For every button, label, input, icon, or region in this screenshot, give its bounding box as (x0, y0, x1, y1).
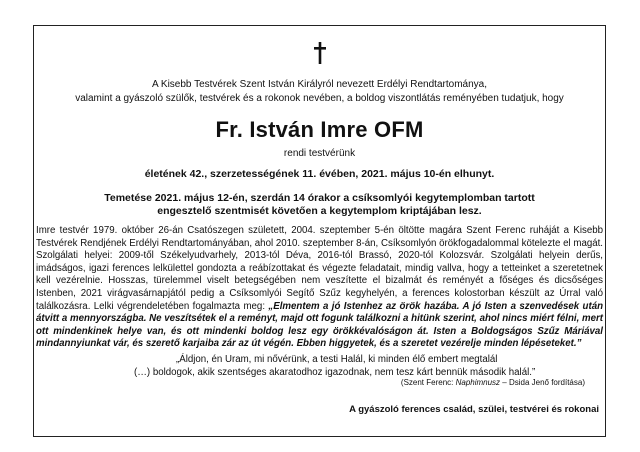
obituary-frame (33, 25, 606, 437)
credit-suffix: – Dsida Jenő fordítása) (500, 378, 585, 387)
poem-quote (134, 354, 585, 390)
poem-line-2: (…) boldogok, akik szentséges akaratodhoz igazodnak, nem tesz kárt bennük második halál.” (134, 366, 536, 378)
funeral-info (64, 192, 575, 218)
mourners-signoff: A gyászoló ferences család, szülei, testvérei és rokonai (349, 404, 599, 415)
role-text: rendi testvérünk (283, 148, 356, 159)
intro-line-2: valamint a gyászoló szülők, testvérek és a rokonok nevében, a boldog viszontlátás reményében tudatjuk, hogy (75, 93, 564, 104)
death-notice: életének 42., szerzetességének 11. évében, 2021. május 10-én elhunyt. (144, 168, 495, 180)
intro-text (44, 78, 595, 106)
credit-title: Naphimnusz (455, 378, 501, 387)
biography (36, 225, 603, 351)
testament-quote: „Elmentem a jó Istenhez az örök hazába. A jó Isten a szenvedések után átvitt a mennyországba. Ne veszítsétek el a reményt, majd ott fogunk találkozni a hitünk szerint, ahol nincs miért félni, mert ott mindenkinek helye van, és ott mindenki boldog lesz egy örökkévalóságon át. Isten a Boldogságos Szűz Máriával mindannyiunkat vár, és szerető karjaiba zár az út végén. Ebben higgyetek, és a szeretet vezérelje minden lépéseteket.” (36, 300, 603, 350)
funeral-line-2: engesztelő szentmisét követően a kegytemplom kriptájában lesz. (157, 205, 482, 217)
cross-icon (34, 42, 605, 69)
intro-line-1: A Kisebb Testvérek Szent István Királyról nevezett Erdélyi Rendtartománya, (152, 79, 487, 90)
deceased-name: Fr. István Imre OFM (215, 117, 424, 142)
biography-text: Imre testvér 1979. október 26-án Csatószegen született, 2004. szeptember 5-én öltötte magára Szent Ferenc ruháját a Kisebb Testvérek Rendjének Erdélyi Rendtartományában, ahol 2010. szeptember 8-án, Csíksomlyón örökfogadalommal kötelezte el magát. Szolgálati helyei: 2009-től Székelyudvarhely, 2013-tól Déva, 2016-tól Brassó, 2020-tól Kolozsvár. Szolgálati helyein derűs, imádságos, igazi ferences lelkülettel gondozta a reábízottakat és végezte feladatait, mindig vallva, hogy a tetteinket a szeretetnek kell vezérelnie. Hosszas, türelemmel viselt betegségében nem veszítette el bizalmát és reményét a főséges és dicsőséges Istenben, 2021 virágvasárnapjától pedig a Csíksomlyói Segítő Szűz kegyhelyén, a ferences kolostorban készült az Úrral való találkozásra. Lelki végrendeletében fogalmazta meg: (36, 225, 603, 312)
poem-line-1: „Áldjon, én Uram, mi nővérünk, a testi Halál, ki minden élő embert megtalál (176, 354, 498, 365)
credit-prefix: (Szent Ferenc: (400, 378, 456, 387)
funeral-line-1: Temetése 2021. május 12-én, szerdán 14 órakor a csíksomlyói kegytemplomban tartott (104, 192, 535, 204)
